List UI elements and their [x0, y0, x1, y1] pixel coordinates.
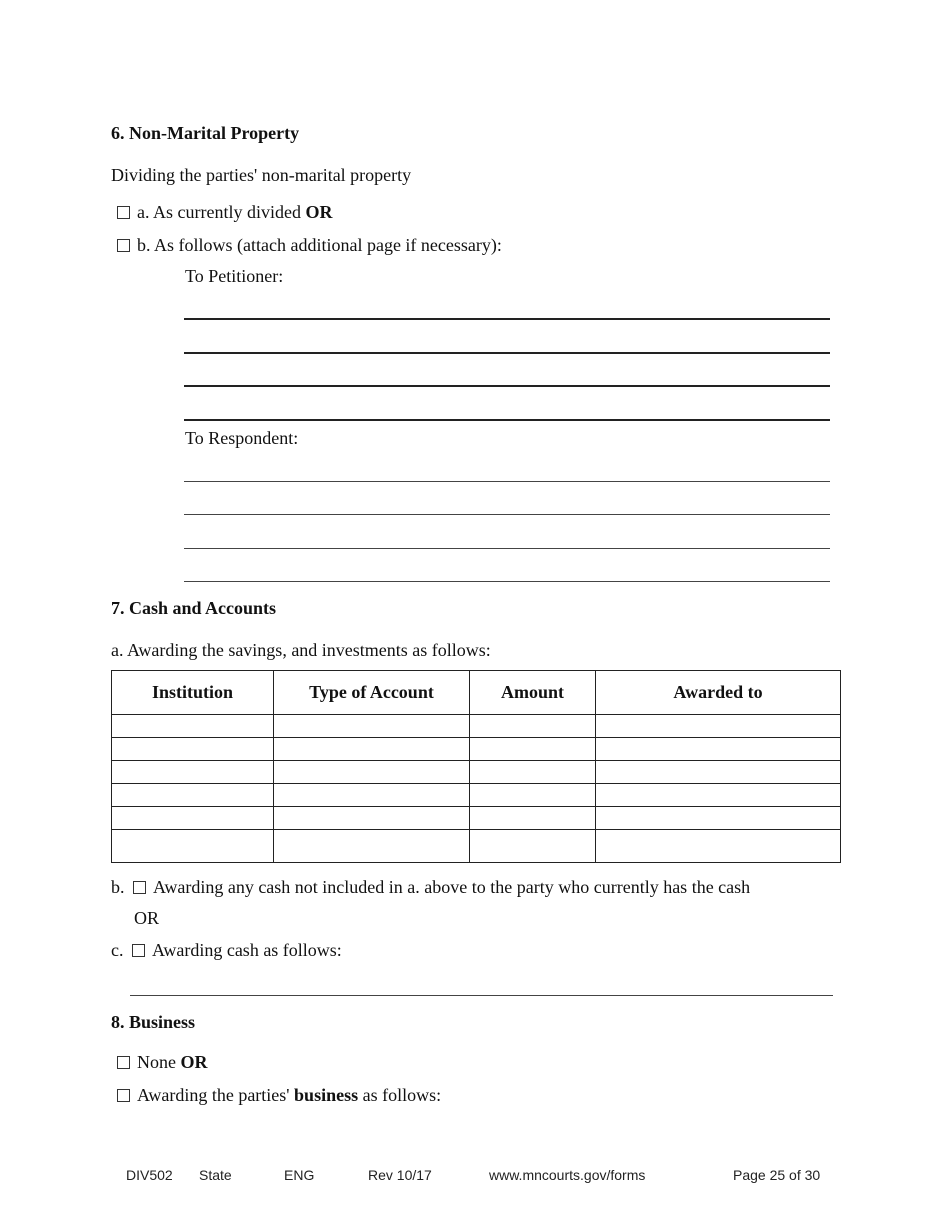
table-cell[interactable]: [112, 715, 274, 738]
option-7c: [111, 940, 342, 961]
petitioner-line-2[interactable]: [184, 352, 830, 354]
footer-jurisdiction: State: [199, 1167, 232, 1183]
option-7c-checkbox[interactable]: [132, 944, 145, 957]
option-8-award-bold: business: [294, 1085, 359, 1105]
option-8-award-post: as follows:: [362, 1085, 442, 1105]
table-cell[interactable]: [274, 784, 470, 807]
respondent-line-1[interactable]: [184, 481, 830, 482]
table-row: [112, 715, 841, 738]
table-cell[interactable]: [596, 830, 841, 863]
table-cell[interactable]: [470, 830, 596, 863]
respondent-line-2[interactable]: [184, 514, 830, 515]
table-cell[interactable]: [112, 738, 274, 761]
section-6-heading: 6. Non-Marital Property: [111, 123, 300, 143]
cash-line[interactable]: [130, 995, 833, 996]
option-6b: [117, 235, 502, 256]
column-header-awarded-to: Awarded to: [596, 671, 841, 715]
option-8-none: [117, 1052, 208, 1073]
option-6a-checkbox[interactable]: [117, 206, 130, 219]
table-cell[interactable]: [112, 784, 274, 807]
table-cell[interactable]: [596, 784, 841, 807]
table-cell[interactable]: [596, 761, 841, 784]
table-cell[interactable]: [112, 807, 274, 830]
table-cell[interactable]: [274, 738, 470, 761]
respondent-line-4[interactable]: [184, 581, 830, 582]
option-7b-label: Awarding any cash not included in a. above to the party who currently has the cash: [153, 877, 751, 897]
table-cell[interactable]: [596, 738, 841, 761]
footer-url: www.mncourts.gov/forms: [489, 1167, 646, 1183]
table-cell[interactable]: [274, 715, 470, 738]
section-7-intro: a. Awarding the savings, and investments as follows:: [111, 640, 491, 660]
table-cell[interactable]: [112, 761, 274, 784]
option-6b-checkbox[interactable]: [117, 239, 130, 252]
section-7-heading: 7. Cash and Accounts: [111, 598, 277, 618]
accounts-table: [111, 670, 841, 863]
footer-form-id: DIV502: [126, 1167, 173, 1183]
option-6b-label: b. As follows (attach additional page if necessary):: [137, 235, 502, 255]
table-cell[interactable]: [274, 807, 470, 830]
option-7b-or: OR: [134, 908, 160, 928]
table-cell[interactable]: [470, 784, 596, 807]
table-row: [112, 761, 841, 784]
option-7c-label: Awarding cash as follows:: [152, 940, 342, 960]
option-8-award-checkbox[interactable]: [117, 1089, 130, 1102]
table-cell[interactable]: [274, 830, 470, 863]
option-7b: [111, 877, 750, 898]
petitioner-line-3[interactable]: [184, 385, 830, 387]
option-8-none-or: OR: [180, 1052, 208, 1072]
table-cell[interactable]: [274, 761, 470, 784]
option-6a-or: OR: [305, 202, 333, 222]
table-cell[interactable]: [112, 830, 274, 863]
table-cell[interactable]: [470, 761, 596, 784]
table-cell[interactable]: [470, 715, 596, 738]
table-cell[interactable]: [596, 807, 841, 830]
table-row: [112, 830, 841, 863]
option-8-award-pre: Awarding the parties': [137, 1085, 290, 1105]
option-7c-letter: c.: [111, 940, 124, 960]
respondent-label: To Respondent:: [185, 428, 299, 448]
option-6a: [117, 202, 332, 223]
table-cell[interactable]: [470, 738, 596, 761]
column-header-amount: Amount: [470, 671, 596, 715]
petitioner-label: To Petitioner:: [185, 266, 284, 286]
option-7b-letter: b.: [111, 877, 125, 897]
table-cell[interactable]: [596, 715, 841, 738]
accounts-table-header-row: [112, 671, 841, 715]
section-8-heading: 8. Business: [111, 1012, 196, 1032]
option-6a-label: a. As currently divided: [137, 202, 301, 222]
footer-revision: Rev 10/17: [368, 1167, 432, 1183]
table-row: [112, 807, 841, 830]
option-8-none-checkbox[interactable]: [117, 1056, 130, 1069]
section-6-intro: Dividing the parties' non-marital property: [111, 165, 412, 185]
column-header-type-of-account: Type of Account: [274, 671, 470, 715]
option-8-none-label: None: [137, 1052, 176, 1072]
petitioner-line-1[interactable]: [184, 318, 830, 320]
option-8-award: [117, 1085, 441, 1106]
footer-page-number: Page 25 of 30: [733, 1167, 821, 1183]
footer-language: ENG: [284, 1167, 315, 1183]
respondent-line-3[interactable]: [184, 548, 830, 549]
table-cell[interactable]: [470, 807, 596, 830]
petitioner-line-4[interactable]: [184, 419, 830, 421]
column-header-institution: Institution: [112, 671, 274, 715]
option-7b-checkbox[interactable]: [133, 881, 146, 894]
table-row: [112, 784, 841, 807]
table-row: [112, 738, 841, 761]
